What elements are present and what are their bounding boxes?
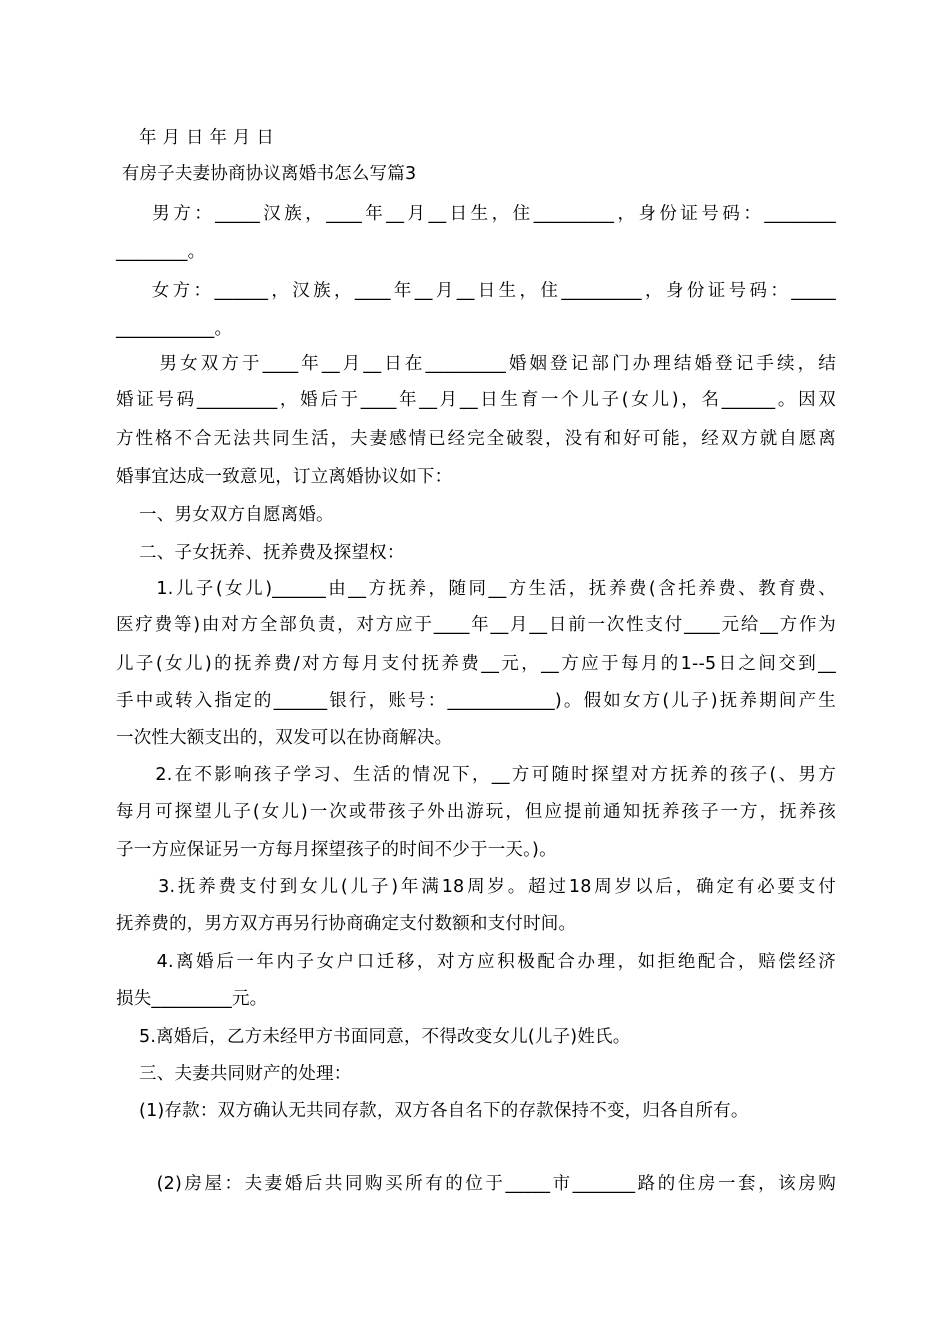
text-line: 三、夫妻共同财产的处理： bbox=[116, 1064, 352, 1084]
text-line: 二、子女抚养、抚养费及探望权： bbox=[116, 543, 405, 563]
text-line: 方性格不合无法共同生活，夫妻感情已经完全破裂，没有和好可能，经双方就自愿离 bbox=[116, 429, 836, 449]
text-line: 男方：_____汉族，____年__月__日生，住_________，身份证号码：________ bbox=[116, 204, 836, 224]
text-line: 一、男女双方自愿离婚。 bbox=[116, 505, 334, 525]
text-line: 4.离婚后一年内子女户口迁移，对方应积极配合办理，如拒绝配合，赔偿经济 bbox=[116, 952, 836, 972]
text-line: 1.儿子(女儿)______由__方抚养，随同__方生活，抚养费(含托养费、教育费、 bbox=[116, 579, 836, 599]
text-line: 儿子(女儿)的抚养费/对方每月支付抚养费__元，__方应于每月的1--5日之间交到__ bbox=[116, 654, 836, 674]
text-line: 一次性大额支出的，双发可以在协商解决。 bbox=[116, 728, 453, 748]
text-line: 年 月 日 年 月 日 bbox=[116, 128, 275, 148]
text-line: 女方：______，汉族，____年__月__日生，住_________，身份证号码：_____ bbox=[116, 281, 836, 301]
text-line: 损失_________元。 bbox=[116, 989, 268, 1009]
text-line: 婚事宜达成一致意见，订立离婚协议如下： bbox=[116, 467, 453, 487]
text-line: 子一方应保证另一方每月探望孩子的时间不少于一天。)。 bbox=[116, 840, 557, 860]
text-line: 手中或转入指定的______银行，账号：____________)。假如女方(儿子)抚养期间产生 bbox=[116, 691, 836, 711]
text-line: ________。 bbox=[116, 242, 206, 262]
text-line: (1)存款：双方确认无共同存款，双方各自名下的存款保持不变，归各自所有。 bbox=[116, 1101, 749, 1121]
text-line: 抚养费的，男方双方再另行协商确定支付数额和支付时间。 bbox=[116, 914, 577, 934]
text-line: ___________。 bbox=[116, 319, 233, 339]
text-line: 医疗费等)由对方全部负责，对方应于____年__月__日前一次性支付____元给__方作为 bbox=[116, 615, 836, 635]
text-line: 5.离婚后，乙方未经甲方书面同意，不得改变女儿(儿子)姓氏。 bbox=[116, 1027, 631, 1047]
text-line: 2.在不影响孩子学习、生活的情况下，__方可随时探望对方抚养的孩子(、男方 bbox=[116, 765, 836, 785]
text-line: (2)房屋：夫妻婚后共同购买所有的位于_____市_______路的住房一套，该房购 bbox=[116, 1174, 836, 1194]
text-line: 婚证号码_________，婚后于____年__月__日生育一个儿子(女儿)，名______。因双 bbox=[116, 390, 836, 410]
text-line: 3.抚养费支付到女儿(儿子)年满18周岁。超过18周岁以后，确定有必要支付 bbox=[116, 877, 836, 897]
text-line: 男女双方于____年__月__日在_________婚姻登记部门办理结婚登记手续，结 bbox=[116, 354, 836, 374]
section-title: 有房子夫妻协商协议离婚书怎么写篇3 bbox=[116, 164, 417, 184]
text-line: 每月可探望儿子(女儿)一次或带孩子外出游玩，但应提前通知抚养孩子一方，抚养孩 bbox=[116, 802, 836, 822]
